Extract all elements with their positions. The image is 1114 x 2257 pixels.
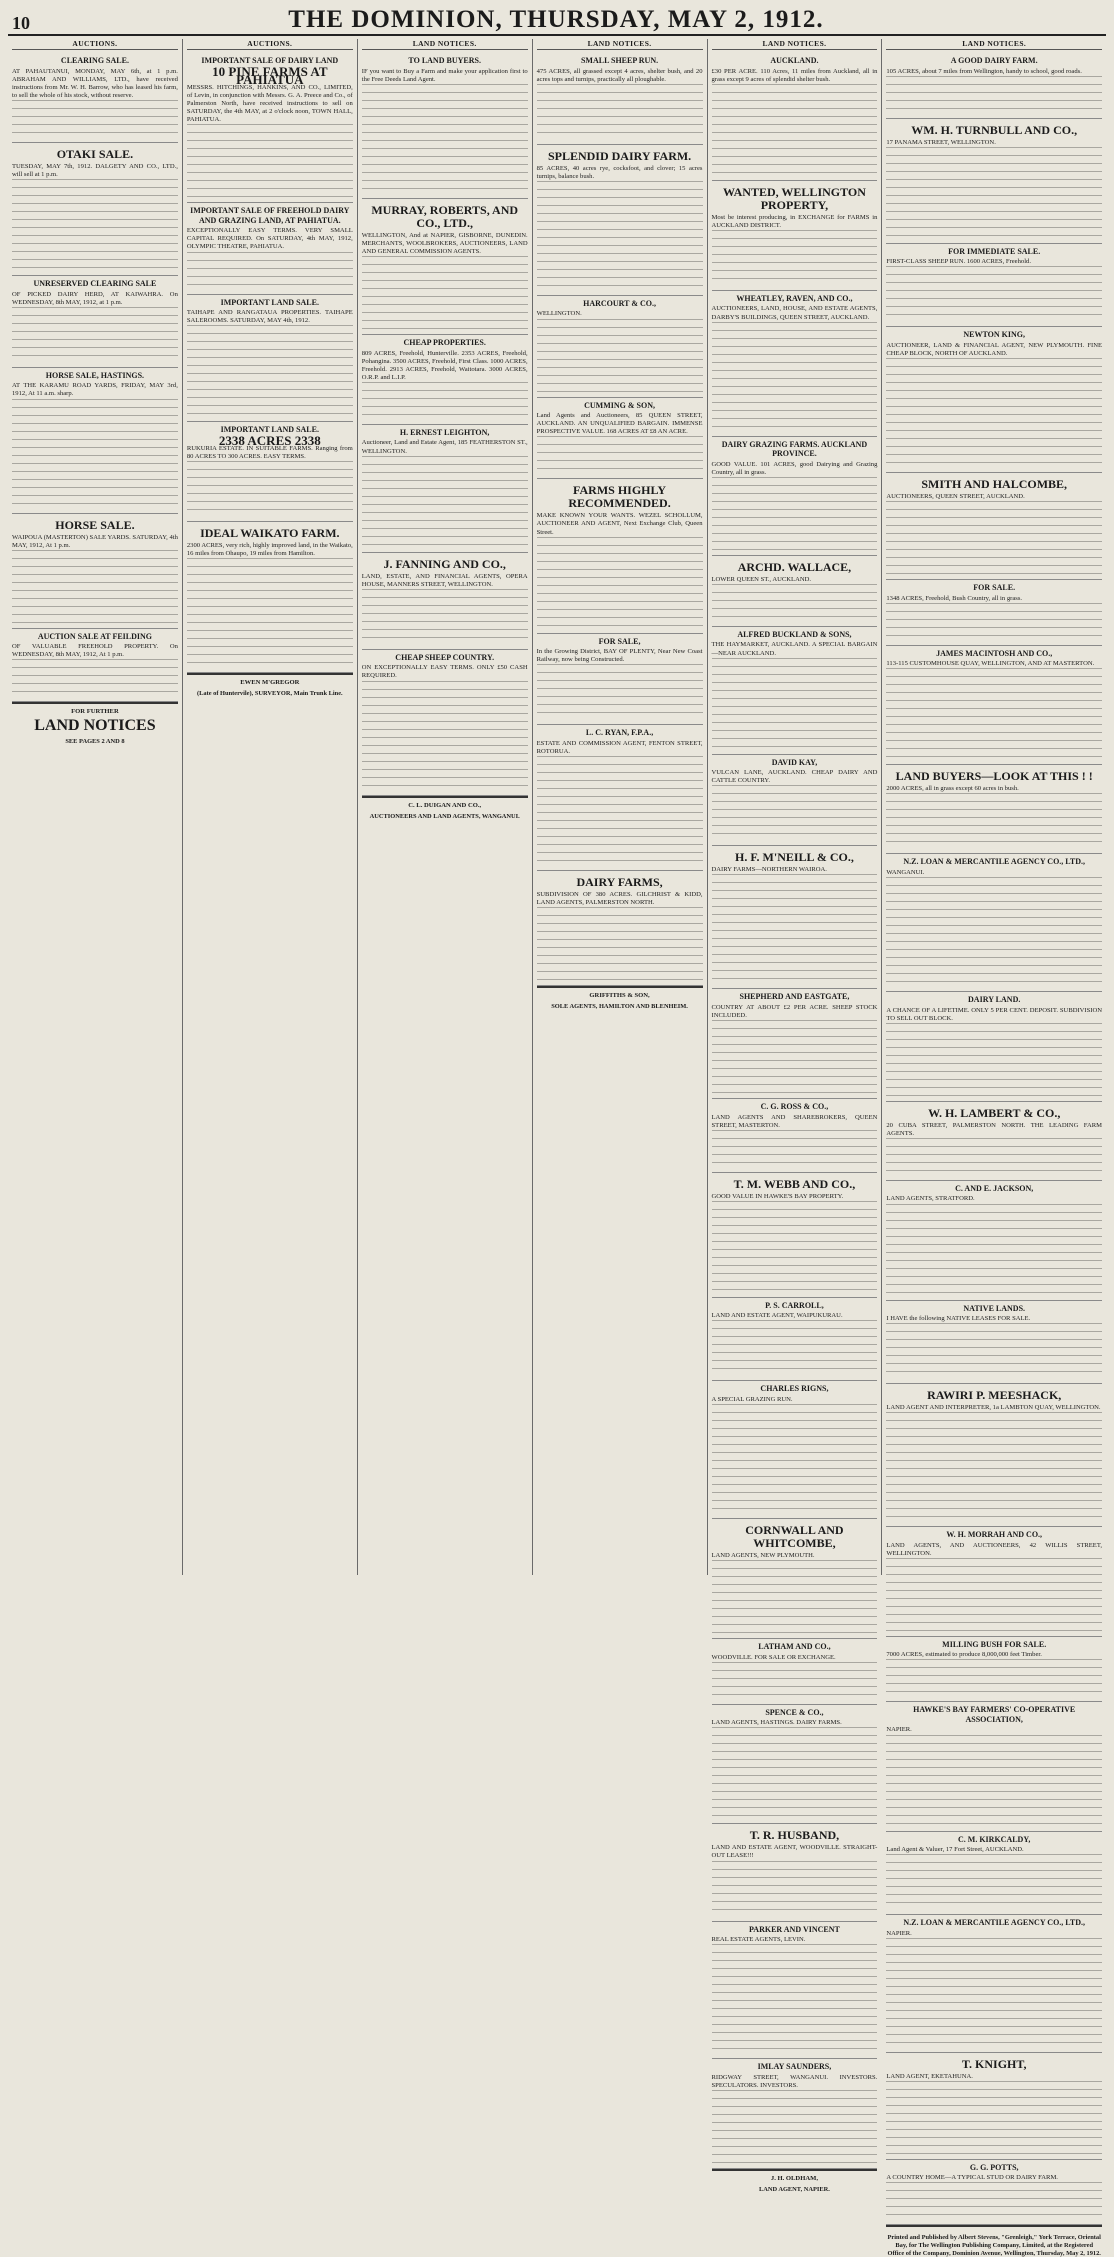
ad-heading: SPENCE & CO.,	[765, 1707, 824, 1717]
ad-heading: RAWIRI P. MEESHACK,	[927, 1388, 1062, 1403]
advertisement	[886, 1181, 1102, 1301]
ad-heading: IMPORTANT SALE OF DAIRY LAND	[201, 56, 339, 66]
ad-text-block	[712, 1560, 878, 1634]
newspaper-title: THE DOMINION, THURSDAY, MAY 2, 1912.	[288, 6, 824, 33]
advertisement	[712, 2059, 878, 2169]
ad-heading: C. AND E. JACKSON,	[955, 1183, 1034, 1193]
ad-subheading: 2338 ACRES 2338	[218, 432, 321, 448]
advertisement	[712, 1519, 878, 1639]
column-footer	[12, 702, 178, 745]
advertisement	[712, 755, 878, 847]
ad-text-block	[712, 1320, 878, 1376]
advertisement	[712, 437, 878, 556]
column-header: LAND NOTICES.	[712, 40, 878, 50]
ad-text-block	[537, 756, 703, 866]
advertisement	[886, 1702, 1102, 1831]
ad-body: RIDGWAY STREET, WANGANUI. INVESTORS. SPECULATORS. INVESTORS.	[711, 2073, 878, 2089]
ad-heading: LAND BUYERS—LOOK AT THIS ! !	[895, 769, 1093, 784]
advertisement	[886, 53, 1102, 119]
ad-body: Land Agents and Auctioneers, 85 QUEEN STREET, AUCKLAND. AN UNQUALIFIED BARGAIN. IMMENSE PROSPECTIVE VALUE. 168 ACRES AT £8 AN ACRE.	[536, 412, 703, 436]
advertisement	[886, 765, 1102, 854]
advertisement	[12, 514, 178, 629]
ad-heading: L. C. RYAN, F.P.A.,	[585, 728, 654, 738]
footer-title: J. H. OLDHAM,	[770, 2174, 818, 2182]
ad-heading: NATIVE LANDS.	[963, 1303, 1026, 1313]
ad-body: LAND AND ESTATE AGENT, WOODVILLE. STRAIGHT-OUT LEASE!!!	[711, 1844, 878, 1860]
advertisement	[886, 119, 1102, 244]
ad-text-block	[886, 2081, 1102, 2155]
ad-body: WAIPOUA (MASTERTON) SALE YARDS. SATURDAY, 4th MAY, 1912, At 1 p.m.	[12, 533, 178, 549]
ad-heading: CUMMING & SON,	[584, 400, 655, 410]
advertisement	[886, 2053, 1102, 2160]
ad-heading: JAMES MACINTOSH AND CO.,	[936, 648, 1053, 658]
ad-heading: AUCTION SALE AT FEILDING	[37, 631, 153, 641]
ad-text-block	[12, 179, 178, 271]
column-2	[183, 39, 358, 1575]
ad-text-block	[187, 252, 353, 290]
ad-text-block	[712, 584, 878, 622]
ad-text-block	[187, 461, 353, 517]
ad-text-block	[712, 477, 878, 551]
ad-heading: FARMS HIGHLY RECOMMENDED.	[568, 483, 671, 511]
ad-body: OF VALUABLE FREEHOLD PROPERTY. On WEDNESDAY, 8th MAY, 1912, At 1 p.m.	[12, 643, 178, 659]
ad-text-block	[537, 84, 703, 140]
advertisement	[886, 473, 1102, 580]
ad-body: DAIRY FARMS—NORTHERN WAIROA.	[711, 866, 827, 874]
advertisement	[537, 725, 703, 871]
ad-heading: DAVID KAY,	[771, 757, 818, 767]
ad-body: AT PAHAUTANUI, MONDAY, MAY 6th, at 1 p.m. ABRAHAM AND WILLIAMS, LTD., have received instructions from Mr. W. H. Barrow, who has leased his farm, to sell the whole of his stock, without reserve.	[12, 67, 178, 99]
ad-body: LAND AGENTS AND SHAREBROKERS, QUEEN STREET, MASTERTON.	[711, 1113, 878, 1129]
ad-heading: HORSE SALE.	[55, 517, 135, 532]
column-header: LAND NOTICES.	[537, 40, 703, 50]
ad-heading: NEWTON KING,	[963, 330, 1026, 340]
ad-text-block	[712, 1861, 878, 1917]
ad-body: VULCAN LANE, AUCKLAND. CHEAP DAIRY AND CATTLE COUNTRY.	[711, 769, 878, 785]
masthead	[8, 4, 1106, 36]
advertisement	[537, 479, 703, 633]
ad-text-block	[362, 456, 528, 548]
ad-heading: CLEARING SALE.	[60, 56, 129, 66]
ad-body: 2300 ACRES, very rich, highly improved land, in the Waikato, 16 miles from Ohaupo, 19 miles from Hamilton.	[186, 542, 353, 558]
ad-heading: ARCHD. WALLACE,	[737, 559, 852, 574]
ad-text-block	[712, 658, 878, 750]
ad-text-block	[362, 382, 528, 420]
ad-heading: DAIRY GRAZING FARMS. AUCKLAND PROVINCE.	[721, 439, 868, 459]
advertisement	[187, 422, 353, 522]
advertisement	[12, 368, 178, 514]
ad-body: AUCTIONEERS, LAND, HOUSE, AND ESTATE AGENTS, DARBY'S BUILDINGS, QUEEN STREET, AUCKLAND.	[711, 305, 878, 321]
advertisement	[886, 2160, 1102, 2226]
ad-text-block	[362, 589, 528, 645]
ad-body: LAND AGENTS, STRATFORD.	[886, 1195, 975, 1203]
ad-text-block	[886, 501, 1102, 575]
ad-text-block	[537, 907, 703, 981]
advertisement	[362, 199, 528, 335]
footer-subtitle: LAND AGENT, NAPIER.	[758, 2185, 830, 2193]
ad-text-block	[886, 1023, 1102, 1097]
ad-heading: SPLENDID DAIRY FARM.	[547, 148, 692, 163]
ad-text-block	[362, 256, 528, 330]
ad-heading: IDEAL WAIKATO FARM.	[200, 526, 340, 540]
ad-body: COUNTRY AT ABOUT £2 PER ACRE. SHEEP STOCK INCLUDED.	[711, 1003, 878, 1019]
footer-title: FOR FURTHER	[71, 708, 119, 716]
ad-text-block	[886, 358, 1102, 468]
advertisement	[886, 1832, 1102, 1916]
ad-body: 105 ACRES, about 7 miles from Wellington, handy to school, good roads.	[886, 67, 1082, 75]
advertisement	[712, 1298, 878, 1382]
advertisement	[537, 296, 703, 398]
advertisement	[712, 1173, 878, 1298]
ad-text-block	[12, 550, 178, 624]
ad-text-block	[712, 1020, 878, 1094]
advertisement	[886, 1915, 1102, 2053]
ad-heading: N.Z. LOAN & MERCANTILE AGENCY CO., LTD.,	[903, 857, 1086, 867]
advertisement	[712, 1705, 878, 1825]
ad-text-block	[712, 1662, 878, 1700]
ad-text-block	[886, 1138, 1102, 1176]
ad-heading: MURRAY, ROBERTS, AND CO., LTD.,	[371, 202, 519, 230]
ad-text-block	[712, 2090, 878, 2164]
ad-text-block	[886, 1412, 1102, 1522]
ad-heading: PARKER AND VINCENT	[749, 1924, 840, 1934]
ad-body: A COUNTRY HOME—A TYPICAL STUD OR DAIRY FARM.	[886, 2174, 1058, 2182]
advertisement	[187, 53, 353, 203]
ad-heading: WM. H. TURNBULL AND CO.,	[911, 122, 1078, 137]
ad-heading: IMPORTANT SALE OF FREEHOLD DAIRY AND GRAZING LAND, AT PAHIATUA.	[190, 206, 350, 225]
ad-body: LAND, ESTATE, AND FINANCIAL AGENTS, OPERA HOUSE, MANNERS STREET, WELLINGTON.	[361, 572, 528, 588]
ad-text-block	[886, 266, 1102, 322]
ad-body: 20 CUBA STREET, PALMERSTON NORTH. THE LEADING FARM AGENTS.	[886, 1121, 1103, 1137]
ad-heading: IMPORTANT LAND SALE.	[220, 297, 319, 307]
footer-subtitle: AUCTIONEERS AND LAND AGENTS, WANGANUI.	[369, 812, 520, 820]
ad-body: A CHANCE OF A LIFETIME. ONLY 5 PER CENT. DEPOSIT. SUBDIVISION TO SELL OUT BLOCK.	[886, 1006, 1103, 1022]
column-header: LAND NOTICES.	[362, 40, 528, 50]
ad-text-block	[712, 1201, 878, 1293]
ad-heading: W. H. LAMBERT & CO.,	[928, 1105, 1061, 1120]
column-3	[358, 39, 533, 1575]
ad-body: 809 ACRES, Freehold, Hunterville. 2353 ACRES, Freehold, Pohangina. 3500 ACRES, Freehold, First Class. 1000 ACRES, Freehold. 2913 ACRES, Freehold, Waitotara. 3000 ACRES, O.R.P. and L.I.P.	[361, 349, 528, 381]
ad-body: Auctioneer, Land and Estate Agent, 185 FEATHERSTON ST., WELLINGTON.	[361, 439, 528, 455]
advertisement	[712, 1922, 878, 2060]
ad-text-block	[886, 1204, 1102, 1296]
ad-heading: IMPORTANT LAND SALE.	[220, 425, 319, 435]
ad-heading: H. ERNEST LEIGHTON,	[399, 427, 490, 437]
ad-heading: LATHAM AND CO.,	[758, 1642, 831, 1652]
ad-text-block	[886, 1323, 1102, 1379]
ad-body: 113-115 CUSTOMHOUSE QUAY, WELLINGTON, AND AT MASTERTON.	[886, 660, 1095, 668]
ad-body: IF you want to Buy a Farm and make your application first to the Free Deeds Land Agent.	[361, 67, 528, 83]
ad-text-block	[886, 76, 1102, 114]
ad-heading: N.Z. LOAN & MERCANTILE AGENCY CO., LTD.,	[903, 1918, 1086, 1928]
ad-text-block	[187, 558, 353, 668]
ad-body: LAND AGENTS, HASTINGS. DAIRY FARMS.	[711, 1719, 842, 1727]
ad-body: FIRST-CLASS SHEEP RUN. 1600 ACRES, Freehold.	[886, 258, 1031, 266]
ad-body: LAND AGENTS, NEW PLYMOUTH.	[711, 1552, 815, 1560]
ad-heading: DAIRY LAND.	[968, 995, 1021, 1005]
advertisement	[886, 1637, 1102, 1703]
ad-text-block	[886, 603, 1102, 641]
ad-body: LAND AGENT AND INTERPRETER, 1a LAMBTON QUAY, WELLINGTON.	[886, 1404, 1101, 1412]
ad-heading: UNRESERVED CLEARING SALE	[33, 279, 157, 289]
footer-title: EWEN M'GREGOR	[240, 679, 300, 687]
ad-body: MESSRS. HITCHINGS, HANKINS, AND CO., LIMITED, of Levin, in conjunction with Messrs. G. A. Preece and Co., of Palmerston North, have received instructions to sell on SATURDAY, the 4th MAY, at 2 o'clock noon, TOWN HALL, PAHIATUA.	[186, 83, 353, 124]
ad-heading: FOR SALE,	[598, 636, 641, 646]
ad-text-block	[712, 1944, 878, 2054]
advertisement	[886, 244, 1102, 328]
advertisement	[537, 871, 703, 986]
advertisement	[712, 181, 878, 291]
ad-text-block	[12, 307, 178, 363]
advertisement	[12, 53, 178, 143]
ad-body: LAND AND ESTATE AGENT, WAIPUKURAU.	[711, 1312, 843, 1320]
ad-body: 1348 ACRES, Freehold, Bush Country, all in grass.	[886, 594, 1023, 602]
ad-body: I HAVE the following NATIVE LEASES FOR SALE.	[886, 1315, 1031, 1322]
ad-text-block	[886, 1659, 1102, 1697]
column-5	[708, 39, 883, 2193]
advertisement	[712, 53, 878, 181]
ad-body: 475 ACRES, all grassed except 4 acres, shelter bush, and 20 acres tops and turnips, practically all ploughable.	[536, 67, 703, 83]
ad-heading: AUCKLAND.	[770, 56, 819, 66]
column-footer	[187, 673, 353, 698]
ad-heading: MILLING BUSH FOR SALE.	[942, 1639, 1047, 1649]
advertisement	[886, 580, 1102, 646]
ad-heading: C. M. KIRKCALDY,	[958, 1834, 1031, 1844]
advertisement	[12, 143, 178, 276]
ad-text-block	[537, 319, 703, 393]
ad-heading: SMALL SHEEP RUN.	[580, 56, 659, 66]
footer-subtitle: SEE PAGES 2 AND 8	[65, 737, 125, 745]
ad-body: A SPECIAL GRAZING RUN.	[711, 1395, 793, 1403]
advertisement	[886, 854, 1102, 992]
ad-subheading: 10 PINE FARMS AT PAHIATUA	[212, 63, 328, 87]
ad-text-block	[886, 1854, 1102, 1910]
ad-text-block	[187, 325, 353, 417]
advertisement	[712, 627, 878, 755]
column-footer	[537, 986, 703, 1011]
advertisement	[362, 53, 528, 199]
ad-heading: ALFRED BUCKLAND & SONS,	[737, 629, 852, 639]
ad-body: In the Growing District, BAY OF PLENTY, Near New Coast Railway, now being Constructed.	[536, 648, 703, 664]
ad-heading: WHEATLEY, RAVEN, AND CO.,	[736, 293, 853, 303]
ad-body: LAND AGENT, EKETAHUNA.	[886, 2072, 973, 2080]
ad-body: ESTATE AND COMMISSION AGENT, FENTON STREET, ROTORUA.	[536, 739, 703, 755]
advertisement	[537, 53, 703, 145]
advertisement	[537, 634, 703, 726]
advertisement	[362, 335, 528, 425]
ad-heading: H. F. M'NEILL & CO.,	[734, 850, 854, 865]
ad-body: WOODVILLE. FOR SALE OR EXCHANGE.	[711, 1653, 836, 1661]
column-1	[8, 39, 183, 1575]
ad-body: WELLINGTON.	[536, 310, 582, 318]
ad-text-block	[886, 1735, 1102, 1827]
ad-body: 2000 ACRES, all in grass except 60 acres in bush.	[886, 785, 1019, 793]
column-header: AUCTIONS.	[12, 40, 178, 50]
ad-text-block	[362, 681, 528, 791]
ad-heading: P. S. CARROLL,	[765, 1300, 824, 1310]
ad-heading: T. R. HUSBAND,	[749, 1828, 840, 1843]
ad-body: EXCEPTIONALLY EASY TERMS. VERY SMALL CAPITAL REQUIRED. On SATURDAY, 4th MAY, 1912, OLYMPIC THEATRE, PAHIATUA.	[186, 227, 353, 251]
advertisement	[886, 1102, 1102, 1181]
ad-heading: CORNWALL AND WHITCOMBE,	[745, 1523, 844, 1551]
ad-heading: TO LAND BUYERS.	[408, 56, 481, 66]
ad-heading: FOR SALE.	[973, 583, 1016, 593]
footer-title: GRIFFITHS & SON,	[589, 992, 650, 1000]
ad-body: WANGANUI.	[886, 868, 925, 876]
ad-heading: C. G. ROSS & CO.,	[760, 1102, 829, 1112]
advertisement	[886, 327, 1102, 473]
footer-title: C. L. DUIGAN AND CO.,	[408, 801, 482, 809]
ad-heading: IMLAY SAUNDERS,	[757, 2062, 832, 2072]
advertisement	[886, 1384, 1102, 1527]
ad-text-block	[886, 2182, 1102, 2220]
ad-heading: W. H. MORRAH AND CO.,	[946, 1530, 1043, 1540]
advertisement	[12, 629, 178, 703]
ad-text-block	[712, 1130, 878, 1168]
ad-body: £30 PER ACRE. 110 Acres, 11 miles from Auckland, all in grass except 9 acres of splendid shelter bush.	[711, 67, 878, 83]
ad-text-block	[886, 877, 1102, 987]
advertisement	[362, 425, 528, 553]
ad-body: THE HAYMARKET, AUCKLAND. A SPECIAL BARGAIN—NEAR AUCKLAND.	[711, 641, 878, 657]
advertisement	[712, 291, 878, 437]
column-footer	[362, 796, 528, 821]
ad-body: 85 ACRES, 40 acres rye, cocksfoot, and clover; 15 acres turnips, balance bush.	[536, 164, 703, 180]
column-6	[882, 39, 1106, 2257]
column-footer	[712, 2169, 878, 2194]
ad-heading: A GOOD DAIRY FARM.	[950, 56, 1038, 66]
ad-heading: CHARLES RIGNS,	[760, 1384, 829, 1394]
advertisement	[537, 398, 703, 480]
advertisement	[886, 992, 1102, 1102]
ad-text-block	[886, 1558, 1102, 1632]
ad-body: LAND AGENTS, AND AUCTIONEERS, 42 WILLIS STREET, WELLINGTON.	[886, 1541, 1103, 1557]
ad-body: GOOD VALUE IN HAWKE'S BAY PROPERTY.	[711, 1192, 844, 1200]
ad-body: LOWER QUEEN ST., AUCKLAND.	[711, 575, 812, 583]
ad-body: Most be interest producing, in EXCHANGE for FARMS in AUCKLAND DISTRICT.	[711, 213, 878, 229]
advertisement	[712, 989, 878, 1099]
ad-heading: T. M. WEBB AND CO.,	[733, 1176, 856, 1191]
advertisement	[187, 203, 353, 294]
advertisement	[187, 522, 353, 673]
page-number: 10	[12, 13, 30, 33]
ad-text-block	[537, 537, 703, 629]
ad-heading: SHEPHERD AND EASTGATE,	[739, 992, 850, 1002]
advertisement	[537, 145, 703, 296]
advertisement	[712, 1824, 878, 1921]
ad-text-block	[712, 874, 878, 984]
advertisement	[362, 553, 528, 650]
footer-subtitle: SOLE AGENTS, HAMILTON AND BLENHEIM.	[551, 1003, 688, 1011]
ad-body: AUCTIONEERS, QUEEN STREET, AUCKLAND.	[886, 493, 1025, 501]
advertisement	[712, 1381, 878, 1519]
ad-text-block	[712, 1404, 878, 1514]
advertisement	[362, 650, 528, 796]
ad-body: REAL ESTATE AGENTS, LEVIN.	[711, 1936, 806, 1944]
column-4	[533, 39, 708, 1575]
ad-text-block	[886, 793, 1102, 849]
ad-body: GOOD VALUE. 101 ACRES, good Dairying and Grazing Country, all in grass.	[711, 460, 878, 476]
advertisement	[886, 1301, 1102, 1385]
ad-body: RUKURIA ESTATE. IN SUITABLE FARMS. Ranging from 80 ACRES TO 300 ACRES. EASY TERMS.	[186, 444, 353, 460]
columns	[8, 39, 1106, 2257]
column-header: AUCTIONS.	[187, 40, 353, 50]
ad-heading: FOR IMMEDIATE SALE.	[948, 246, 1041, 256]
footer-subtitle: (Late of Huntervile), SURVEYOR, Main Trunk Line.	[196, 690, 343, 698]
ad-body: AT THE KARAMU ROAD YARDS, FRIDAY, MAY 3rd, 1912, At 11 a.m. sharp.	[12, 382, 178, 398]
ad-heading: HAWKE'S BAY FARMERS' CO-OPERATIVE ASSOCIATION,	[913, 1705, 1076, 1724]
ad-heading: WANTED, WELLINGTON PROPERTY,	[722, 184, 866, 212]
ad-body: NAPIER.	[886, 1726, 912, 1734]
ad-text-block	[886, 1938, 1102, 2048]
ad-heading: DAIRY FARMS,	[576, 875, 663, 889]
ad-text-block	[886, 668, 1102, 760]
ad-body: 7000 ACRES, estimated to produce 8,000,000 feet Timber.	[886, 1651, 1042, 1659]
ad-heading: OTAKI SALE.	[56, 146, 134, 161]
advertisement	[712, 556, 878, 627]
ad-text-block	[712, 322, 878, 432]
ad-body: Land Agent & Valuer, 17 Fort Street, AUCKLAND.	[886, 1846, 1024, 1854]
ad-body: AUCTIONEER, LAND & FINANCIAL AGENT, NEW PLYMOUTH. FINE CHEAP BLOCK, NORTH OF AUCKLAND.	[886, 341, 1103, 357]
advertisement	[712, 1639, 878, 1705]
ad-heading: HARCOURT & CO.,	[583, 298, 657, 308]
ad-text-block	[537, 181, 703, 291]
column-header: LAND NOTICES.	[886, 40, 1102, 50]
ad-text-block	[712, 84, 878, 176]
ad-body: OF PICKED DAIRY HERD, AT KAIWAHRA. On WEDNESDAY, 8th MAY, 1912, at 1 p.m.	[12, 290, 178, 306]
footer-big-title: LAND NOTICES	[34, 716, 156, 734]
ad-body: ON EXCEPTIONALLY EASY TERMS. ONLY £50 CASH REQUIRED.	[361, 664, 528, 680]
ad-text-block	[362, 84, 528, 194]
ad-body: SUBDIVISION OF 380 ACRES. GILCHRIST & KIDD, LAND AGENTS, PALMERSTON NORTH.	[536, 891, 703, 907]
ad-heading: G. G. POTTS,	[969, 2162, 1019, 2172]
advertisement	[712, 1099, 878, 1173]
ad-text-block	[12, 100, 178, 138]
advertisement	[886, 1527, 1102, 1637]
ad-body: NAPIER.	[886, 1929, 912, 1937]
ad-text-block	[886, 147, 1102, 239]
ad-text-block	[537, 664, 703, 720]
ad-heading: HORSE SALE, HASTINGS.	[45, 370, 145, 380]
ad-body: WELLINGTON, And at NAPIER, GISBORNE, DUNEDIN. MERCHANTS, WOOLBROKERS, AUCTIONEERS, LAND AND GENERAL COMMISSION AGENTS.	[361, 231, 528, 255]
ad-heading: CHEAP SHEEP COUNTRY.	[395, 652, 495, 662]
footer-subtitle: Printed and Published by Albert Stevens, "Grenleigh," York Terrace, Oriental Bay, for The Wellington Publishing Company, Limited, at the Registered Office of the Company, Dominion Avenue, Wellington, Thursday, May 2, 1912.	[887, 2234, 1101, 2257]
ad-text-block	[537, 436, 703, 474]
ad-body: MAKE KNOWN YOUR WANTS. WEZEL SCHOLLUM, AUCTIONEER AND AGENT, Next Exchange Club, Queen Street.	[536, 512, 703, 536]
column-footer	[886, 2225, 1102, 2257]
advertisement	[712, 846, 878, 989]
ad-text-block	[187, 124, 353, 198]
advertisement	[886, 646, 1102, 766]
ad-text-block	[712, 785, 878, 841]
ad-heading: J. FANNING AND CO.,	[383, 556, 506, 571]
ad-heading: T. KNIGHT,	[961, 2056, 1027, 2071]
ad-heading: SMITH AND HALCOMBE,	[921, 477, 1068, 492]
ad-heading: CHEAP PROPERTIES.	[403, 338, 486, 348]
ad-text-block	[12, 399, 178, 509]
ad-body: TAIHAPE AND RANGATAUA PROPERTIES. TAIHAPE SALEROOMS. SATURDAY, MAY 4th, 1912.	[186, 309, 353, 325]
advertisement	[12, 276, 178, 368]
ad-body: TUESDAY, MAY 7th, 1912. DALGETY AND CO., LTD., will sell at 1 p.m.	[12, 162, 178, 179]
ad-body: 17 PANAMA STREET, WELLINGTON.	[886, 138, 996, 146]
ad-text-block	[712, 230, 878, 286]
ad-text-block	[712, 1727, 878, 1819]
ad-text-block	[12, 659, 178, 697]
advertisement	[187, 295, 353, 423]
